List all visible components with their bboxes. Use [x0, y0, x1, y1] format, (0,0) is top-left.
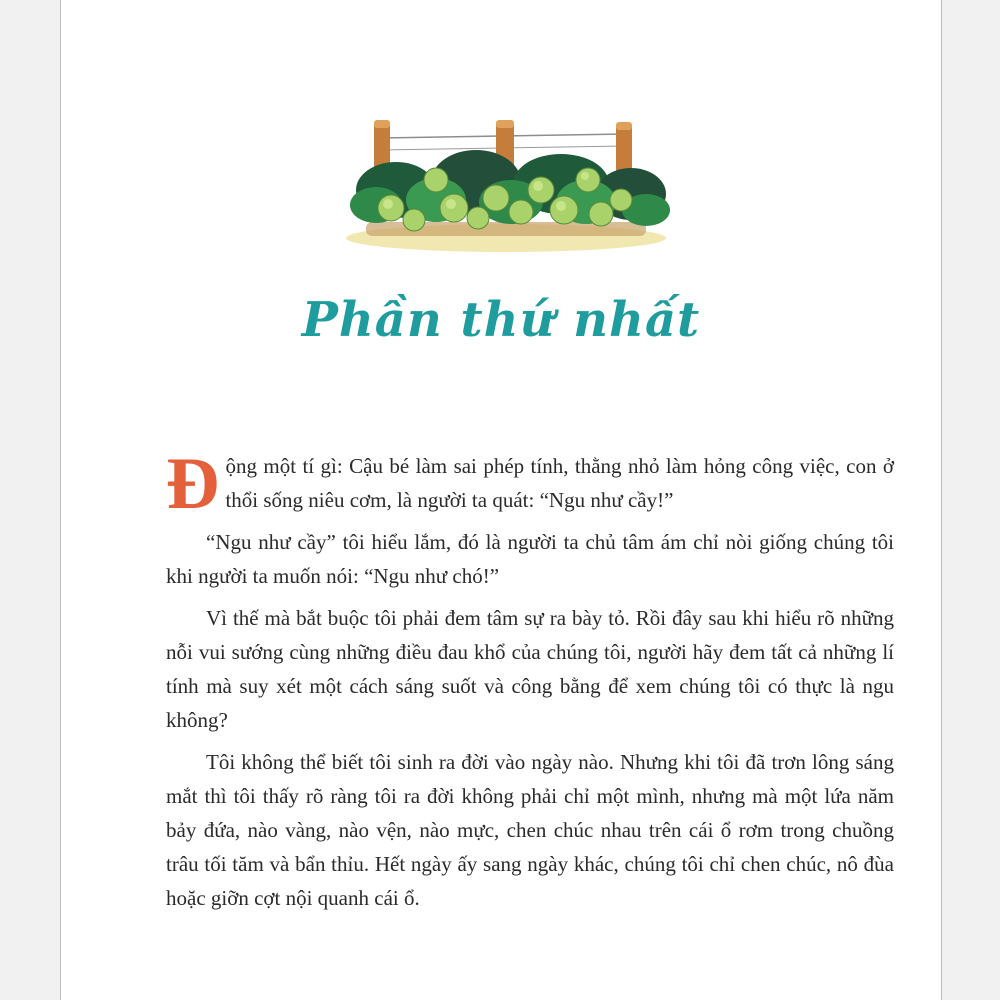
- chapter-title: Phần thứ nhất: [301, 292, 701, 348]
- garden-fence-plants-icon: [336, 110, 676, 260]
- paragraph-1-text: ộng một tí gì: Cậu bé làm sai phép tính, thằng nhỏ làm hỏng công việc, con ở thổi sống niêu cơm, là người ta quát: “Ngu như cầy!”: [225, 454, 894, 512]
- book-page: [60, 0, 942, 1000]
- paragraph-4: Tôi không thể biết tôi sinh ra đời vào ngày nào. Nhưng khi tôi đã trơn lông sáng mắt thì tôi thấy rõ ràng tôi ra đời không phải chỉ một mình, nhưng mà một lứa năm bảy đứa, nào vàng, nào vện, nào mực, chen chúc nhau trên cái ổ rơm trong chuồng trâu tối tăm và bẩn thỉu. Hết ngày ấy sang ngày khác, chúng tôi chỉ chen chúc, nô đùa hoặc giỡn cợt nội quanh cái ổ.: [166, 750, 894, 910]
- paragraph-2: “Ngu như cầy” tôi hiểu lắm, đó là người ta chủ tâm ám chỉ nòi giống chúng tôi khi người ta muốn nói: “Ngu như chó!”: [166, 530, 894, 588]
- paragraph-1: [166, 443, 894, 525]
- body-text: [166, 443, 894, 923]
- paragraph-3: Vì thế mà bắt buộc tôi phải đem tâm sự ra bày tỏ. Rồi đây sau khi hiểu rõ những nỗi vui sướng cùng những điều đau khổ của chúng tôi, người hãy đem tất cả những lí tính mà suy xét một cách sáng suốt và công bằng để xem chúng tôi có thực là ngu không?: [166, 606, 894, 732]
- drop-cap: Đ: [166, 443, 220, 525]
